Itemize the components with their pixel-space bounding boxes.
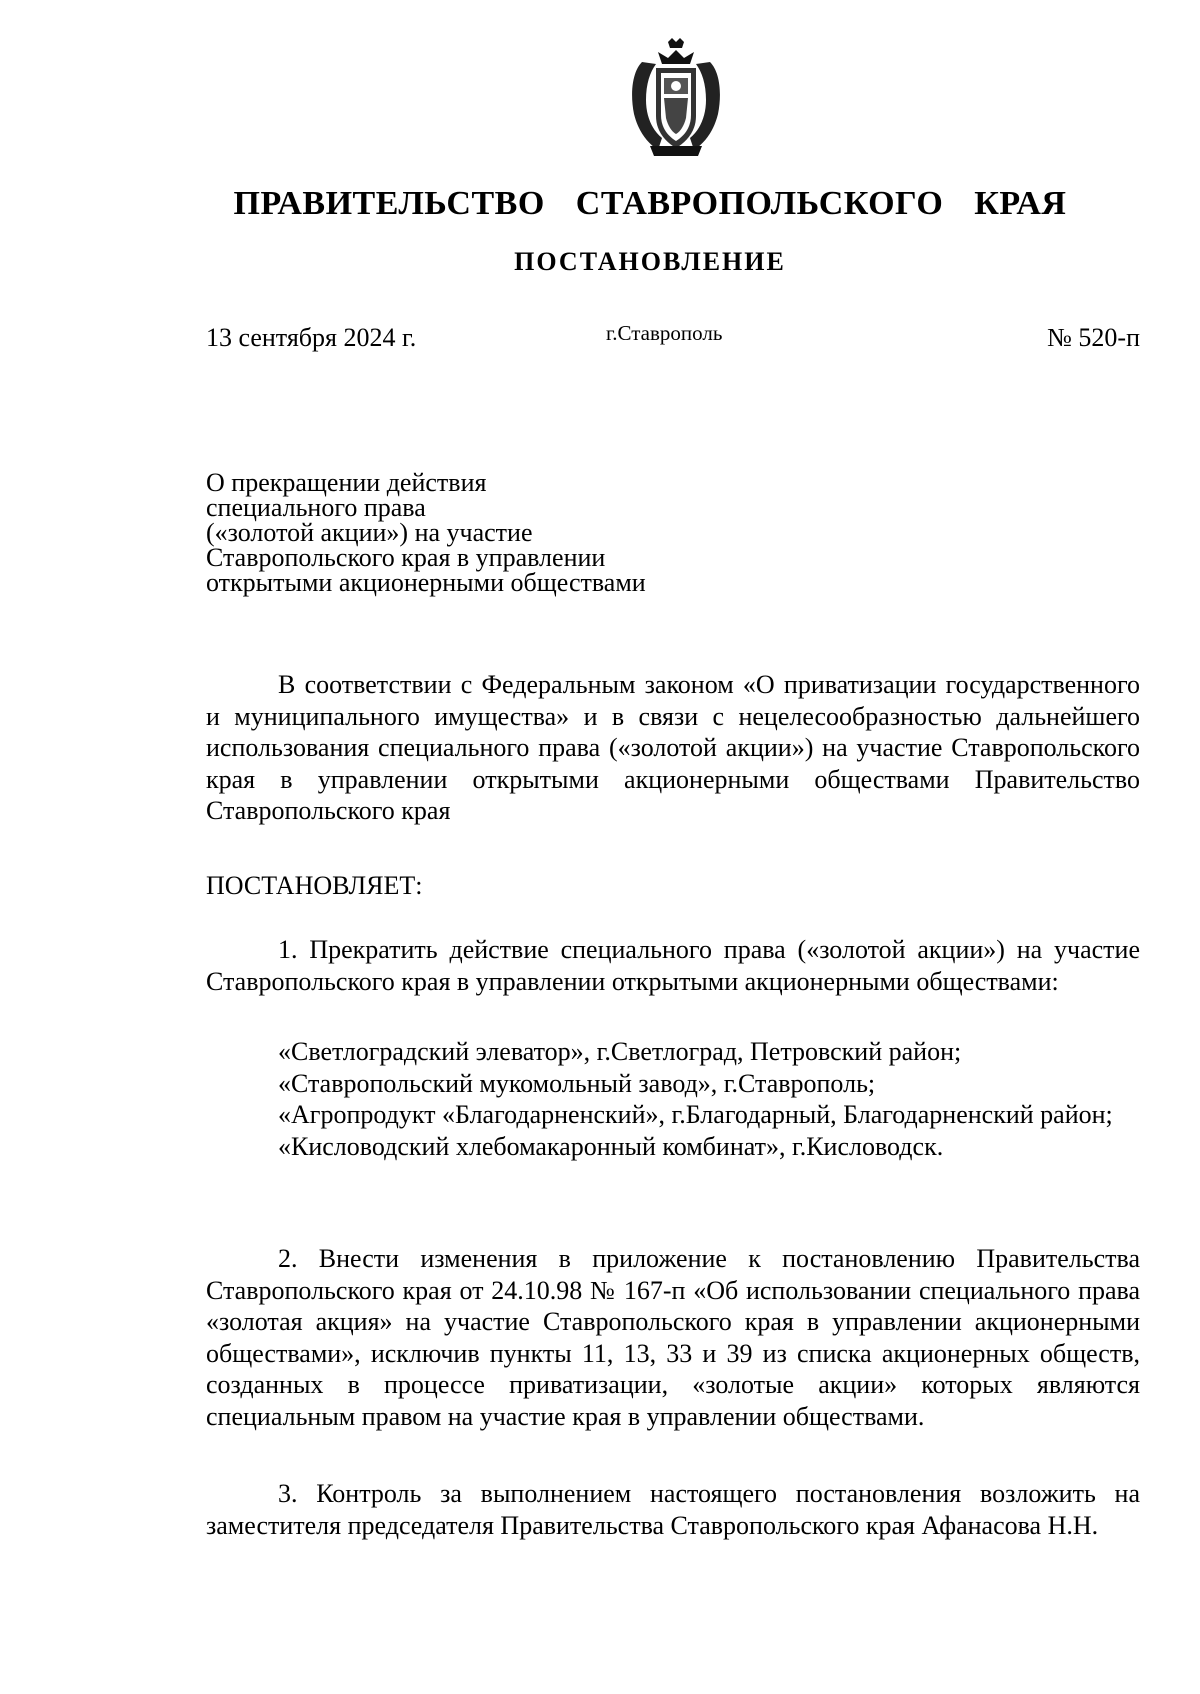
subject-line: («золотой акции») на участие (206, 518, 533, 547)
document-date: 13 сентября 2024 г. (206, 323, 417, 352)
list-item: «Агропродукт «Благодарненский», г.Благодарный, Благодарненский район; (278, 1100, 1113, 1129)
clause-3: 3. Контроль за выполнением настоящего постановления возложить на заместителя председателя Правительства Ставропольского края Афанасова Н.Н. (206, 1479, 1140, 1540)
clause-1: 1. Прекратить действие специального права («золотой акции») на участие Ставропольского края в управлении открытыми акционерными обществами: (206, 935, 1140, 996)
organization-list (206, 1036, 1140, 1162)
decree-verb: ПОСТАНОВЛЯЕТ: (206, 871, 423, 900)
document-number: № 520-п (1047, 323, 1140, 352)
subject-line: Ставропольского края в управлении (206, 543, 606, 572)
document-subject (206, 470, 646, 595)
organization-title: ПРАВИТЕЛЬСТВО СТАВРОПОЛЬСКОГО КРАЯ (233, 185, 1067, 222)
subject-line: специального права (206, 493, 426, 522)
document-type: ПОСТАНОВЛЕНИЕ (514, 247, 786, 276)
coat-of-arms-icon (628, 38, 724, 160)
preamble-paragraph: В соответствии с Федеральным законом «О приватизации государственного и муниципального имущества» и в связи с нецелесообразностью дальнейшего использования специального права («золотой акции») на участие Ставропольского края в управлении открытыми акционерными обществами Правительство Ставропольского края (206, 670, 1140, 825)
document-city: г.Ставрополь (606, 321, 723, 345)
list-item: «Ставропольский мукомольный завод», г.Ставрополь; (278, 1068, 876, 1098)
list-item: «Кисловодский хлебомакаронный комбинат», г.Кисловодск. (278, 1131, 944, 1161)
subject-line: открытыми акционерными обществами (206, 568, 646, 597)
subject-line: О прекращении действия (206, 468, 487, 497)
clause-2: 2. Внести изменения в приложение к постановлению Правительства Ставропольского края от 24.10.98 № 167-п «Об использовании специального права «золотая акция» на участие Ставропольского края в управлении акционерными обществами», исключив пункты 11, 13, 33 и 39 из списка акционерных обществ, созданных в процессе приватизации, «золотые акции» которых являются специальным правом на участие края в управлении обществами. (206, 1244, 1140, 1431)
list-item: «Светлоградский элеватор», г.Светлоград, Петровский район; (278, 1037, 962, 1066)
